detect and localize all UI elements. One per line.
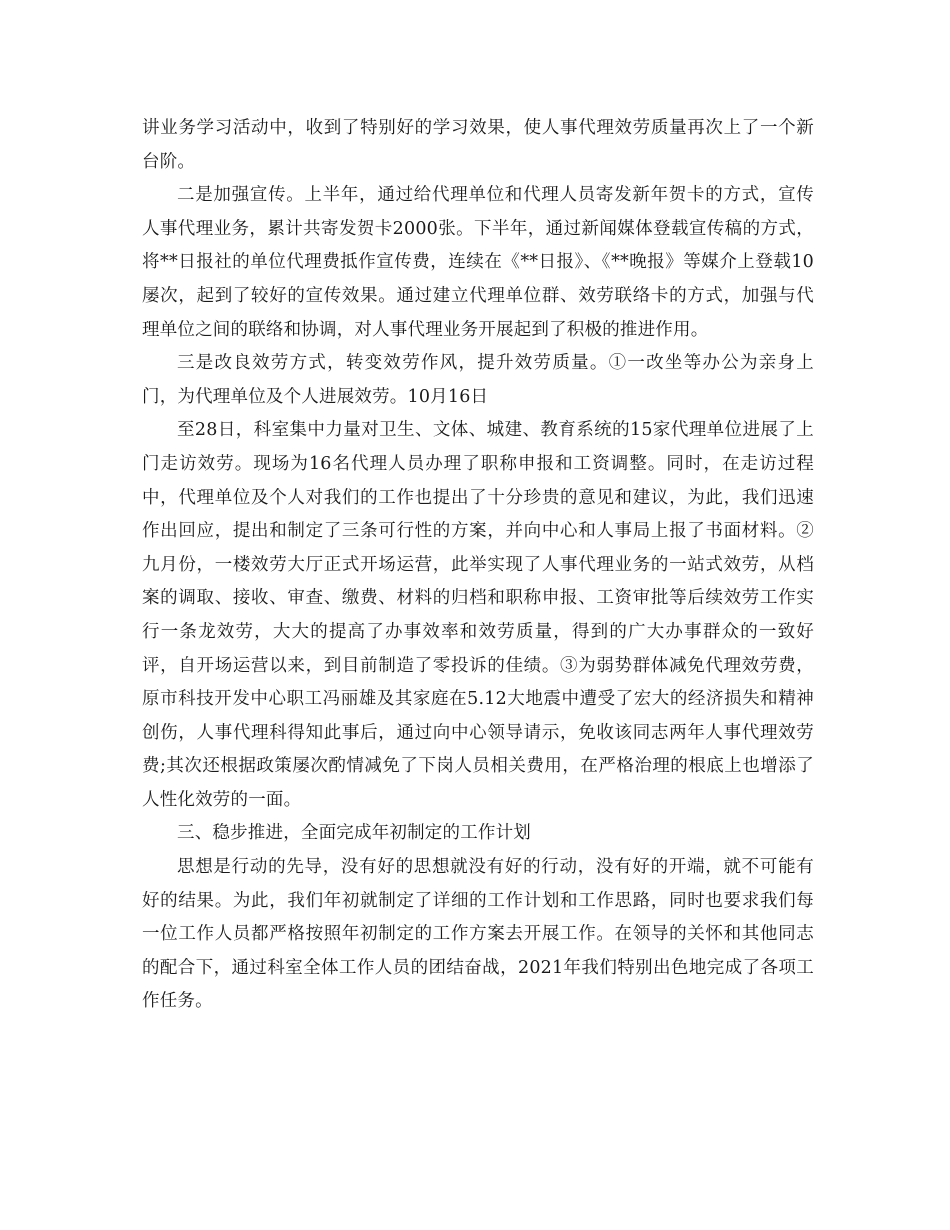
paragraph-continuation: 讲业务学习活动中，收到了特别好的学习效果，使人事代理效劳质量再次上了一个新台阶。 <box>142 118 814 172</box>
paragraph-service-improvement: 三是改良效劳方式，转变效劳作风，提升效劳质量。①一改坐等办公为亲身上门，为代理单位及个人进展效劳。10月16日 <box>142 353 814 407</box>
paragraph-publicity: 二是加强宣传。上半年，通过给代理单位和代理人员寄发新年贺卡的方式，宣传人事代理业务，累计共寄发贺卡2000张。下半年，通过新闻媒体登载宣传稿的方式，将**日报社的单位代理费抵作宣传费，连续在《**日报》、《**晚报》等媒介上登载10屡次，起到了较好的宣传效果。通过建立代理单位群、效劳联络卡的方式，加强与代理单位之间的联络和协调，对人事代理业务开展起到了积极的推进作用。 <box>142 185 814 340</box>
paragraph-service-details: 至28日，科室集中力量对卫生、文体、城建、教育系统的15家代理单位进展了上门走访效劳。现场为16名代理人员办理了职称申报和工资调整。同时，在走访过程中，代理单位及个人对我们的工作也提出了十分珍贵的意见和建议，为此，我们迅速作出回应，提出和制定了三条可行性的方案，并向中心和人事局上报了书面材料。②九月份，一楼效劳大厅正式开场运营，此举实现了人事代理业务的一站式效劳，从档案的调取、接收、审查、缴费、材料的归档和职称申报、工资审批等后续效劳工作实行一条龙效劳，大大的提高了办事效率和效劳质量，得到的广大办事群众的一致好评，自开场运营以来，到目前制造了零投诉的佳绩。③为弱势群体减免代理效劳费，原市科技开发中心职工冯丽雄及其家庭在5.12大地震中遭受了宏大的经济损失和精神创伤，人事代理科得知此事后，通过向中心领导请示，免收该同志两年人事代理效劳费;其次还根据政策屡次酌情减免了下岗人员相关费用，在严格治理的根底上也增添了人性化效劳的一面。 <box>142 420 814 810</box>
paragraph-work-plan: 思想是行动的先导，没有好的思想就没有好的行动，没有好的开端，就不可能有好的结果。为此，我们年初就制定了详细的工作计划和工作思路，同时也要求我们每一位工作人员都严格按照年初制定的工作方案去开展工作。在领导的关怀和其他同志的配合下，通过科室全体工作人员的团结奋战，2021年我们特别出色地完成了各项工作任务。 <box>142 857 814 1012</box>
section-heading: 三、稳步推进，全面完成年初制定的工作计划 <box>177 823 531 844</box>
document-body <box>142 112 814 1019</box>
